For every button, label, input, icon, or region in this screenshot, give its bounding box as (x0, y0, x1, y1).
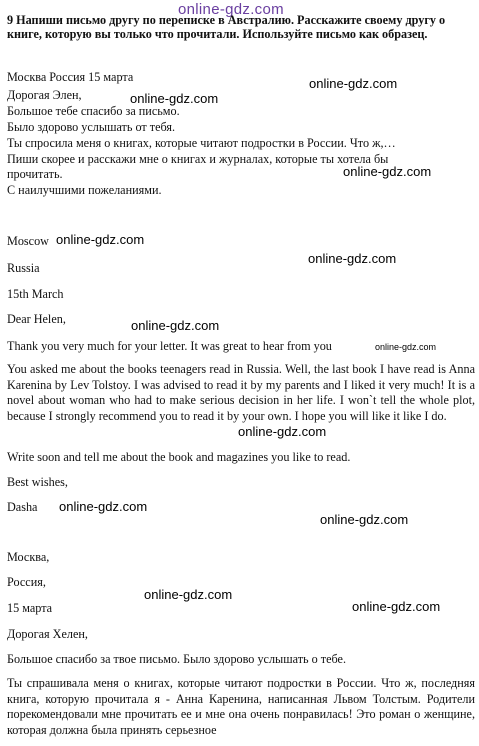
letter-en-greeting: Dear Helen, (7, 312, 66, 326)
watermark: online-gdz.com (375, 342, 437, 352)
sample-place-date: Москва Россия 15 марта (7, 70, 134, 84)
sample-line: прочитать. (7, 167, 63, 181)
letter-en-signature: Dasha (7, 500, 38, 514)
sample-greeting: Дорогая Элен, (7, 88, 82, 102)
watermark: online-gdz.com (131, 318, 220, 333)
letter-ru-date: 15 марта (7, 601, 53, 615)
letter-ru-thanks: Большое спасибо за твое письмо. Было здорово услышать о тебе. (7, 652, 346, 666)
watermark: online-gdz.com (343, 164, 432, 179)
watermark: online-gdz.com (144, 587, 233, 602)
task-heading: 9 Напиши письмо другу по переписке в Австралию. Расскажите своему другу о книге, которую вы только что прочитали. Используйте письмо как образец. (7, 13, 446, 41)
watermark: online-gdz.com (130, 91, 219, 106)
letter-en-city: Moscow (7, 234, 49, 248)
letter-en-country: Russia (7, 261, 40, 275)
letter-en-write-soon: Write soon and tell me about the book and magazines you like to read. (7, 450, 351, 464)
watermark: online-gdz.com (56, 232, 145, 247)
letter-en-body: You asked me about the books teenagers read in Russia. Well, the last book I have read is Anna Karenina by Lev Tolstoy. I was advised to read it by my parents and I liked it very much! It is a novel about woman who had to make serious decision in her life. I won`t tell the whole plot, because I strongly recommend you to read it by your own. I hope you will like it like I do. (7, 362, 475, 423)
watermark: online-gdz.com (309, 76, 398, 91)
letter-en-thanks: Thank you very much for your letter. It was great to hear from you (7, 339, 332, 353)
watermark: online-gdz.com (308, 251, 397, 266)
letter-ru-greeting: Дорогая Хелен, (7, 627, 88, 641)
sample-line: Было здорово услышать от тебя. (7, 120, 176, 134)
letter-ru-country: Россия, (7, 575, 46, 589)
watermark: online-gdz.com (320, 512, 409, 527)
letter-ru-city: Москва, (7, 550, 50, 564)
sample-line: Ты спросила меня о книгах, которые читают подростки в России. Что ж,… (7, 136, 396, 150)
letter-en-sign-off: Best wishes, (7, 475, 68, 489)
watermark: online-gdz.com (352, 599, 441, 614)
watermark: online-gdz.com (238, 424, 327, 439)
sample-line: Пиши скорее и расскажи мне о книгах и журналах, которые ты хотела бы (7, 152, 389, 166)
letter-ru-body: Ты спрашивала меня о книгах, которые читают подростки в России. Что ж, последняя книга, которую прочитала я - Анна Каренина, написанная Львом Толстым. Родители порекомендовали мне прочитать ее и мне она очень понравилась! Это роман о женщине, которая должна была принять серьезное (7, 676, 475, 737)
watermark-top: online-gdz.com (178, 1, 284, 18)
watermark: online-gdz.com (59, 499, 148, 514)
letter-en-date: 15th March (7, 287, 64, 301)
sample-line: Большое тебе спасибо за письмо. (7, 104, 180, 118)
sample-closing: С наилучшими пожеланиями. (7, 183, 162, 197)
